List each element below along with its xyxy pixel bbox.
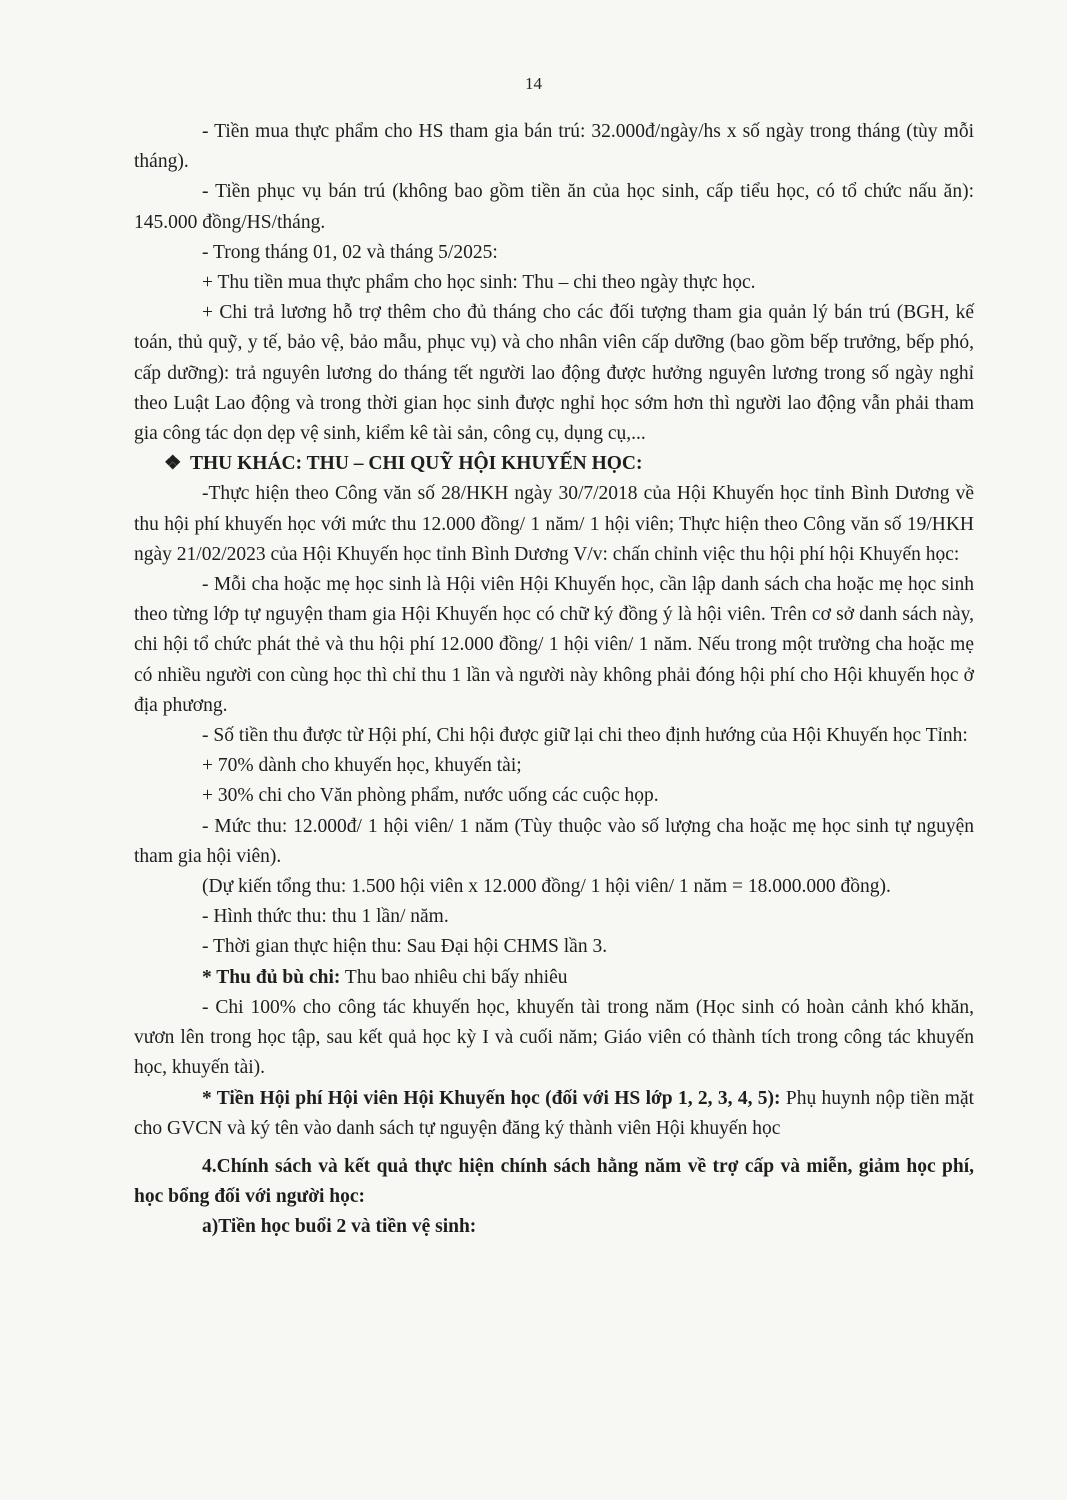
page-number: 14 (525, 74, 542, 93)
paragraph-expected-total: (Dự kiến tổng thu: 1.500 hội viên x 12.000 đồng/ 1 hội viên/ 1 năm = 18.000.000 đồng). (202, 876, 891, 898)
member-fee-label: * Tiền Hội phí Hội viên Hội Khuyến học (đối với HS lớp 1, 2, 3, 4, 5): (202, 1087, 781, 1109)
diamond-bullet-icon: ❖ (164, 453, 182, 475)
paragraph-service-fee: - Tiền phục vụ bán trú (không bao gồm tiền ăn của học sinh, cấp tiểu học, có tổ chức nấu ăn): 145.000 đồng/HS/tháng. (134, 181, 974, 233)
section-4-heading (134, 1152, 974, 1212)
paragraph-collection-time: - Thời gian thực hiện thu: Sau Đại hội CHMS lần 3. (202, 936, 608, 958)
section-heading-text: THU KHÁC: THU – CHI QUỸ HỘI KHUYẾN HỌC: (190, 453, 643, 475)
paragraph-member-fee (134, 1084, 974, 1144)
paragraph-collection-form: - Hình thức thu: thu 1 lần/ năm. (202, 906, 449, 928)
section-4-heading-text: 4.Chính sách và kết quả thực hiện chính sách hằng năm về trợ cấp và miễn, giảm học phí, học bổng đối với người học: (134, 1155, 974, 1208)
paragraph-food-fee: - Tiền mua thực phẩm cho HS tham gia bán trú: 32.000đ/ngày/hs x số ngày trong tháng (tùy mỗi tháng). (134, 121, 974, 173)
paragraph-fee-allocation: - Số tiền thu được từ Hội phí, Chi hội được giữ lại chi theo định hướng của Hội Khuyến học Tỉnh: (202, 725, 968, 747)
paragraph-balance (134, 963, 974, 993)
balance-text: Thu bao nhiêu chi bấy nhiêu (340, 966, 568, 988)
paragraph-allocation-70: + 70% dành cho khuyến học, khuyến tài; (202, 755, 522, 777)
section-4a-heading-text: a)Tiền học buổi 2 và tiền vệ sinh: (202, 1216, 477, 1238)
paragraph-member-list: - Mỗi cha hoặc mẹ học sinh là Hội viên Hội Khuyến học, cần lập danh sách cha hoặc mẹ học sinh theo từng lớp tự nguyện tham gia Hội Khuyến học có chữ ký đồng ý là hội viên. Trên cơ sở danh sách này, chi hội tổ chức phát thẻ và thu hội phí 12.000 đồng/ 1 hội viên/ 1 năm. Nếu trong một trường cha hoặc mẹ có nhiều người con cùng học thì chỉ thu 1 lần và người này không phải đóng hội phí cho Hội khuyến học ở địa phương. (134, 574, 974, 716)
member-fee-text: Phụ huynh nộp tiền mặt cho GVCN và ký tên vào danh sách tự nguyện đăng ký thành viên Hội khuyến học (134, 1087, 975, 1139)
paragraph-food-collection: + Thu tiền mua thực phẩm cho học sinh: Thu – chi theo ngày thực học. (202, 272, 756, 294)
paragraph-fee-rate: - Mức thu: 12.000đ/ 1 hội viên/ 1 năm (Tùy thuộc vào số lượng cha hoặc mẹ học sinh tự nguyện tham gia hội viên). (134, 815, 974, 867)
section-heading-other-fees (134, 449, 974, 479)
paragraph-spending: - Chi 100% cho công tác khuyến học, khuyến tài trong năm (Học sinh có hoàn cảnh khó khăn, vươn lên trong học tập, sau kết quả học kỳ I và cuối năm; Giáo viên có thành tích trong công tác khuyến học, khuyến tài). (134, 996, 974, 1079)
paragraph-salary: + Chi trả lương hỗ trợ thêm cho đủ tháng cho các đối tượng tham gia quản lý bán trú (BGH, kế toán, thủ quỹ, y tế, bảo vệ, bảo mẫu, phục vụ) và cho nhân viên cấp dưỡng (bao gồm bếp trưởng, bếp phó, cấp dưỡng): trả nguyên lương do tháng tết người lao động được hưởng nguyên lương trong số ngày nghỉ theo Luật Lao động và trong thời gian học sinh được nghỉ học sớm hơn thì người lao động vẫn phải tham gia công tác dọn dẹp vệ sinh, kiểm kê tài sản, công cụ, dụng cụ,... (134, 302, 974, 445)
page-body (134, 117, 974, 1243)
paragraph-months: - Trong tháng 01, 02 và tháng 5/2025: (202, 241, 498, 263)
section-4a-heading (134, 1212, 974, 1242)
paragraph-allocation-30: + 30% chi cho Văn phòng phẩm, nước uống các cuộc họp. (202, 785, 659, 807)
paragraph-official-letters: -Thực hiện theo Công văn số 28/HKH ngày 30/7/2018 của Hội Khuyến học tỉnh Bình Dương về thu hội phí khuyến học với mức thu 12.000 đồng/ 1 năm/ 1 hội viên; Thực hiện theo Công văn số 19/HKH ngày 21/02/2023 của Hội Khuyến học tỉnh Bình Dương V/v: chấn chỉnh việc thu hội phí hội Khuyến học: (134, 483, 974, 565)
balance-label: * Thu đủ bù chi: (202, 966, 341, 988)
